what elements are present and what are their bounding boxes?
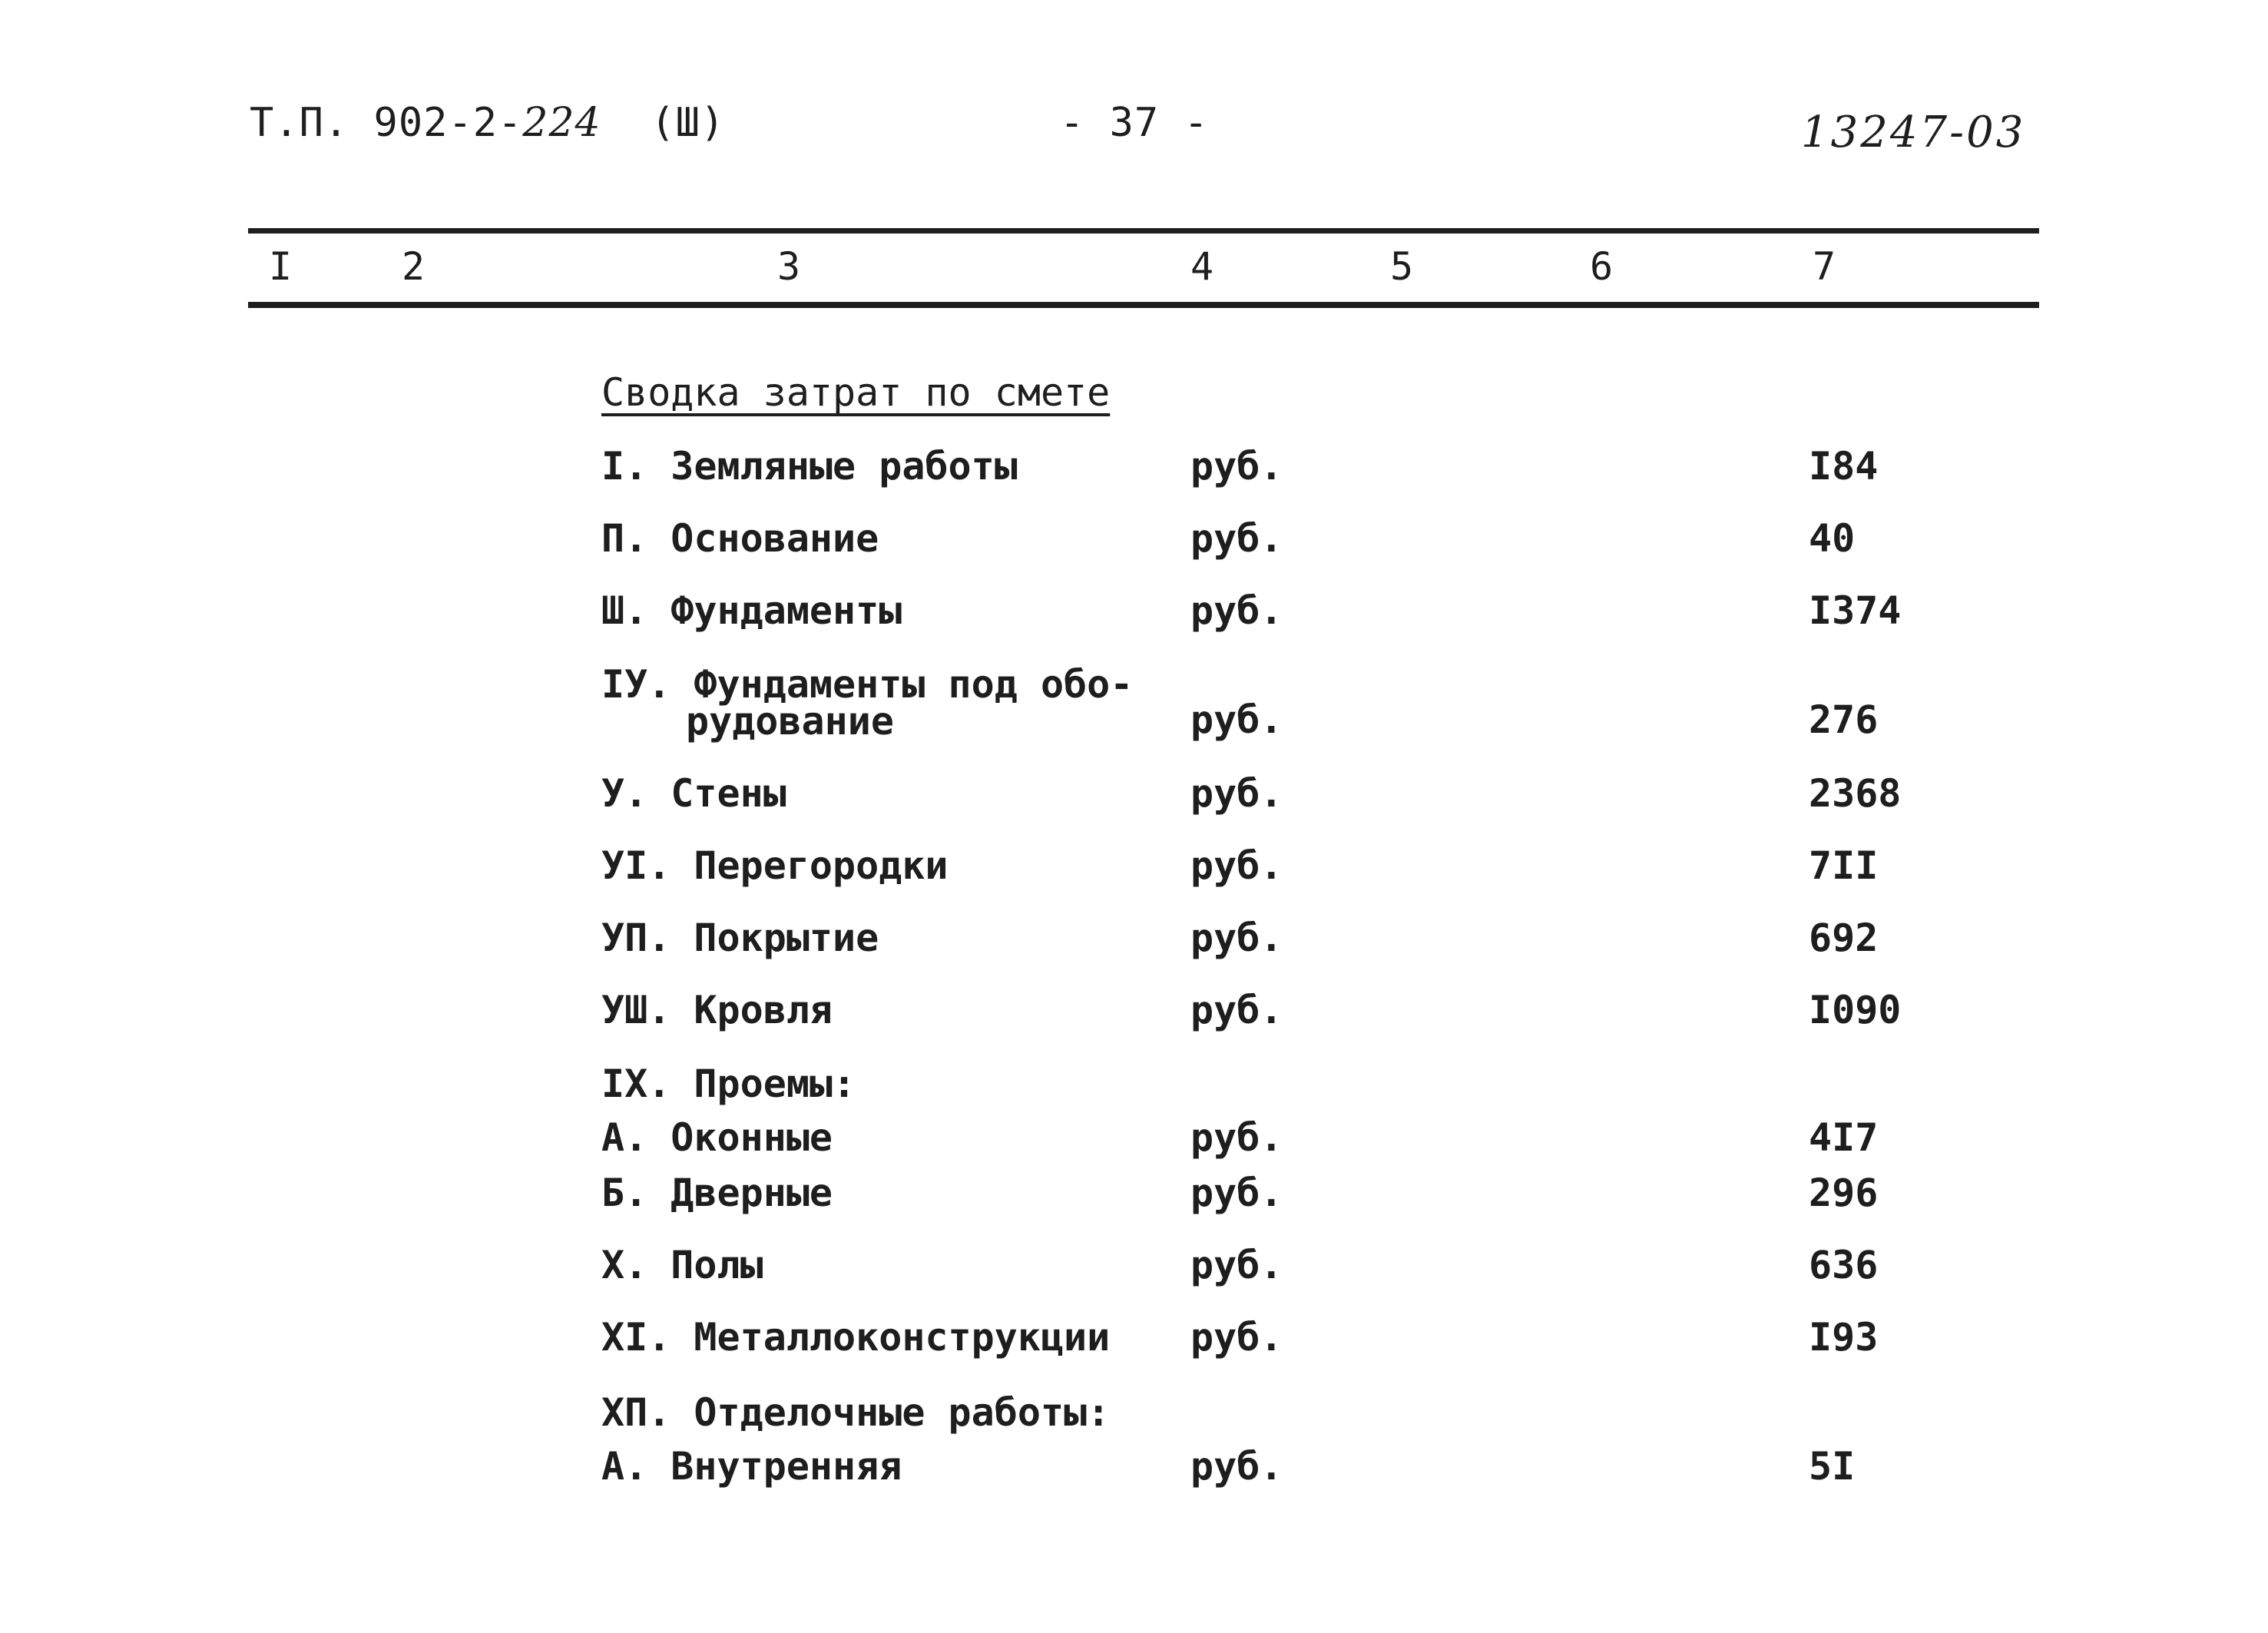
column-number-4: 4 [1190,244,1214,289]
item-unit: руб. [1190,1243,1283,1287]
column-number-6: 6 [1590,244,1614,289]
item-section-label: IX. Проемы: [601,1062,856,1106]
item-label: Б. Дверные [601,1171,833,1215]
item-label: П. Основание [601,516,879,561]
item-unit: руб. [1190,444,1283,489]
item-value: 2368 [1809,771,1902,816]
item-unit: руб. [1190,1115,1283,1160]
document-code-handwritten: 224 [522,100,601,146]
item-unit: руб. [1190,1444,1283,1489]
item-value: I93 [1809,1315,1879,1360]
item-label: Ш. Фундаменты [601,588,902,633]
item-value: 296 [1809,1171,1879,1215]
item-unit: руб. [1190,516,1283,561]
item-label: IУ. Фундаменты под обо- [601,662,1134,707]
item-label: XI. Металлоконструкции [601,1315,1111,1360]
document-number-handwritten: 13247-03 [1801,108,2026,157]
column-number-5: 5 [1390,244,1414,289]
table-top-rule [248,228,2039,234]
item-label: А. Оконные [601,1115,833,1160]
item-label: УI. Перегородки [601,843,949,888]
document-code-suffix: (Ш) [651,100,726,146]
document-code [250,100,725,146]
item-label: УП. Покрытие [601,916,879,960]
column-number-1: I [269,244,293,289]
item-unit: руб. [1190,588,1283,633]
item-value: 276 [1809,697,1879,742]
item-unit: руб. [1190,988,1283,1032]
item-unit: руб. [1190,1315,1283,1360]
item-unit: руб. [1190,697,1283,742]
summary-title: Сводка затрат по смете [601,370,1111,415]
item-value: 5I [1809,1444,1856,1489]
column-number-2: 2 [402,244,425,289]
item-value: 692 [1809,916,1879,960]
item-unit: руб. [1190,843,1283,888]
item-label: УШ. Кровля [601,988,833,1032]
item-unit: руб. [1190,1171,1283,1215]
item-unit: руб. [1190,916,1283,960]
item-value: 636 [1809,1243,1879,1287]
table-header-bottom-rule [248,302,2039,308]
item-value: I374 [1809,588,1902,633]
item-label-continuation: рудование [686,699,894,744]
item-value: I090 [1809,988,1902,1032]
item-label: I. Земляные работы [601,444,1018,489]
document-code-typed: Т.П. 902-2- [250,100,523,146]
item-value: 40 [1809,516,1856,561]
item-value: 7II [1809,843,1879,888]
item-unit: руб. [1190,771,1283,816]
item-value: I84 [1809,444,1879,489]
item-label: У. Стены [601,771,786,816]
page-number: - 37 - [1060,100,1209,146]
item-section-label: ХП. Отделочные работы: [601,1390,1111,1435]
item-value: 4I7 [1809,1115,1879,1160]
column-number-3: 3 [777,244,801,289]
column-number-7: 7 [1813,244,1836,289]
item-label: Х. Полы [601,1243,763,1287]
item-label: А. Внутренняя [601,1444,902,1489]
